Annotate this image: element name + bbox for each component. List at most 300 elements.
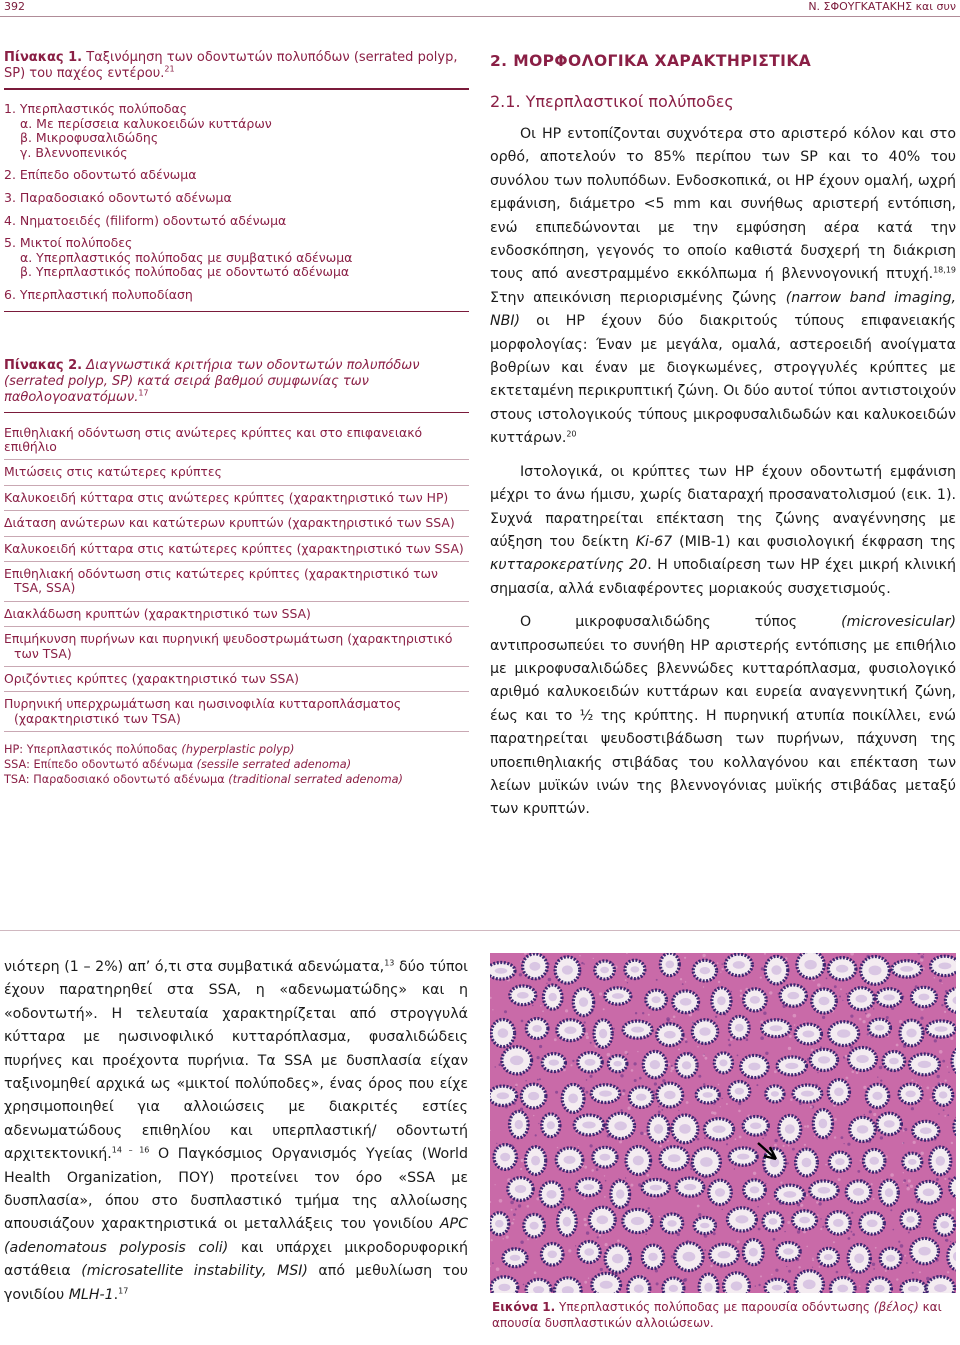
stroma-cell [937,1075,940,1078]
crypt-lumen [938,963,951,970]
stroma-cell [841,1136,844,1139]
table1-row: α. Υπερπλαστικός πολύποδας με συμβατικό αδένωμα [20,249,353,265]
stroma-cell [760,1036,764,1040]
stroma-cell [833,1241,835,1243]
stroma-cell [589,1075,592,1078]
stroma-cell [739,1136,742,1139]
crypt [934,1085,953,1106]
crypt [642,1179,669,1195]
stroma-cell [554,1038,557,1041]
stroma-cell [951,1208,954,1211]
stroma-cell [844,1143,845,1144]
stroma-cell [584,1198,586,1200]
table1-bottom-rule [4,311,469,312]
crypt-lumen [668,1154,681,1162]
stroma-cell [515,1208,517,1210]
stroma-cell [945,1239,947,1241]
crypt [494,1145,516,1170]
crypt-lumen [517,992,529,999]
stroma-cell [817,983,820,986]
crypt-lumen [886,1255,895,1262]
table2-row-text: Οριζόντιες κρύπτες (χαρακτηριστικό των SSA) [4,671,299,686]
stroma-cell [818,1202,821,1205]
stroma-cell [504,1010,507,1013]
stroma-cell [846,1077,849,1080]
crypt [780,985,806,1006]
stroma-cell [934,1039,937,1042]
stroma-cell [555,1091,558,1094]
stroma-cell [760,1020,763,1023]
crypt-lumen [599,1091,612,1097]
stroma-cell [734,1168,735,1169]
table2-row-text: Επιθηλιακή οδόντωση στις ανώτερες κρύπτες και στο επιφανειακό επιθήλιο [4,424,423,454]
crypt [909,1054,939,1075]
stroma-cell [837,1197,839,1199]
stroma-cell [499,1063,502,1066]
stroma-cell [838,1178,841,1181]
crypt [829,1152,850,1171]
stroma-cell [597,1236,599,1238]
stroma-cell [588,1278,589,1279]
crypt-lumen [836,965,848,973]
stroma-cell [798,1266,800,1268]
table2-top-rule [4,412,469,413]
crypt-lumen [750,1186,760,1193]
stroma-cell [873,1268,875,1270]
stroma-cell [697,1046,699,1048]
stroma-cell [726,1103,728,1105]
crypt [578,1053,602,1072]
stroma-cell [735,1138,737,1140]
crypt [764,1149,785,1177]
crypt [526,1147,546,1175]
stroma-cell [686,1101,689,1104]
stroma-cell [644,1133,647,1136]
paragraph-hp-histology [490,461,956,601]
stroma-cell [900,1244,904,1248]
crypt-lumen [934,1284,947,1292]
stroma-cell [857,1170,860,1173]
crypt [709,1180,732,1204]
crypt [626,1147,651,1175]
crypt-lumen [546,1190,556,1199]
section-title: 2. ΜΟΡΦΟΛΟΓΙΚΑ ΧΑΡΑΚΤΗΡΙΣΤΙΚΑ [490,52,812,70]
stroma-cell [816,1201,819,1204]
p2-b: (MIB-1) και φυσιολογική έκφραση της [672,533,957,550]
crypt [892,961,922,977]
crypt [864,1149,885,1172]
stroma-cell [906,1184,908,1186]
stroma-cell [840,988,842,990]
crypt-lumen [664,1091,676,1099]
crypt [779,1115,801,1142]
stroma-cell [570,1064,572,1066]
stroma-cell [804,1125,806,1127]
crypt [657,1083,683,1107]
bl-f: . [113,1286,119,1303]
crypt-lumen [869,1157,879,1165]
crypt-lumen [614,1121,627,1130]
crypt [880,1180,899,1205]
crypt-lumen [495,968,508,974]
p2-c: . Η υποδιαίρεση των HP έχει μικρή κλινική σημασία, αλλά ενδιαφέροντες μοριακούς συσχετισμούς. [490,557,957,597]
stroma-cell [872,1263,875,1266]
table2-row-continuation: (χαρακτηριστικό των TSA) [14,710,181,726]
crypt-lumen [648,1253,658,1261]
crypt [793,1085,822,1102]
stroma-cell [704,1137,706,1139]
p2-it2: κυτταροκερατίνης 20 [490,557,648,574]
stroma-cell [666,1017,670,1021]
stroma-cell [886,1016,889,1019]
stroma-cell [753,1172,756,1175]
stroma-cell [863,1020,866,1023]
stroma-cell [760,977,762,979]
crypt-lumen [905,1091,915,1098]
stroma-cell [799,1257,801,1259]
stroma-cell [877,1077,878,1078]
stroma-cell [713,1232,716,1235]
stroma-cell [538,1123,539,1124]
stroma-cell [899,1020,902,1023]
stroma-cell [680,978,682,980]
table2-row [4,537,469,562]
crypt-lumen [700,1223,710,1229]
stroma-cell [640,1132,643,1135]
stroma-cell [620,1109,622,1111]
crypt-lumen [531,1156,540,1166]
stroma-cell [658,1111,661,1114]
crypt [876,989,902,1007]
stroma-cell [926,1087,929,1090]
stroma-cell [859,1018,862,1021]
stroma-cell [537,1056,540,1059]
paragraph-hp-endoscopy [490,123,956,451]
table2-row [4,421,469,461]
crypt [510,986,536,1005]
crypt [777,1243,801,1261]
stroma-cell [491,1239,493,1241]
stroma-cell [805,1021,806,1022]
crypt-lumen [667,1220,677,1227]
stroma-cell [634,1079,637,1082]
crypt [646,990,667,1009]
crypt [813,1110,832,1138]
crypt [574,1115,604,1135]
stroma-cell [619,1140,622,1143]
p1-ref1: 18,19 [933,265,956,275]
table1-caption-text: Ταξινόμηση των οδοντωτών πολυπόδων (serrated polyp, SP) του παχέος εντέρου. [4,50,458,81]
stroma-cell [642,1012,644,1014]
stroma-cell [527,1205,530,1208]
crypt [643,1051,666,1077]
crypt-lumen [874,1285,885,1293]
stroma-cell [525,1080,526,1081]
stroma-cell [698,1213,701,1216]
table1-row: 2. Επίπεδο οδοντωτό αδένωμα [4,167,197,183]
crypt [775,1185,804,1204]
crypt-lumen [498,1284,510,1291]
stroma-cell [596,1168,599,1171]
table2 [4,358,469,788]
crypt-lumen [652,996,661,1003]
stroma-cell [790,1098,793,1101]
stroma-cell [563,1203,565,1205]
stroma-cell [591,1169,594,1172]
crypt-lumen [768,1218,777,1225]
stroma-cell [628,1107,631,1110]
stroma-cell [758,1284,760,1286]
stroma-cell [773,1238,776,1241]
figure-label: Εικόνα 1. [492,1300,556,1314]
crypt [692,1020,717,1044]
crypt [676,1178,704,1196]
stroma-cell [806,1125,809,1128]
table2-row-text: Καλυκοειδή κύτταρα στις ανώτερες κρύπτες (χαρακτηριστικό των HP) [4,489,449,505]
bl-c: Ο Παγκόσμιος Οργανισμός Υγείας (World Health Organization, ΠΟΥ) προτείνει τον όρο «SSA με δυσπλασία», όπου στο δυσπλαστικό τμήμα της αλλοίωσης απουσιάζουν χαρακτηριστικά οι μεταλλάξεις του γονιδίου [4,1146,468,1233]
stroma-cell [839,996,841,998]
crypt-lumen [749,1248,758,1257]
crypt-lumen [801,1091,814,1097]
stroma-cell [875,1247,877,1249]
stroma-cell [885,1270,887,1272]
stroma-cell [943,1109,945,1111]
stroma-cell [746,1038,749,1041]
crypt [729,1148,757,1165]
crypt-lumen [529,962,540,971]
stroma-cell [948,1178,951,1181]
stroma-cell [622,1092,625,1095]
crypt-lumen [664,1031,676,1039]
stroma-cell [684,957,686,959]
stroma-cell [859,1286,860,1287]
crypt-lumen [666,961,675,969]
crypt-lumen [785,1124,795,1134]
crypt-lumen [883,994,895,1000]
table1-row: 5. Μικτοί πολύποδες [4,235,133,251]
stroma-cell [583,1218,586,1221]
stroma-cell [898,1241,900,1243]
stroma-cell [929,1076,930,1077]
stroma-cell [939,979,942,982]
p1-b-italic: (narrow band imaging, NBI) [490,289,956,330]
stroma-cell [568,1249,571,1252]
crypt-lumen [564,1156,576,1164]
crypt-lumen [650,1060,660,1069]
stroma-cell [760,1275,762,1277]
stroma-cell [520,1168,522,1170]
stroma-cell [765,1183,766,1184]
crypt [931,956,957,975]
crypt [592,1273,621,1293]
stroma-cell [896,1278,898,1280]
stroma-cell [737,1240,740,1243]
right-column [490,52,956,822]
stroma-cell [593,958,594,959]
p1-a: Οι HP εντοπίζονται συχνότερα στο αριστερό κόλον και στο ορθό, αποτελούν το 85% περίπου των SP και το 40% του συνόλου των πολυπόδων. Ενδοσκοπικά, οι HP έχουν ομαλή, ωχρή εμφάνιση, διάμετρο <5 mm και συνήθως αριστερή εντόπιση, ενώ επιπεδώνονται με την εμφύσηση αέρα κατά την ενδοσκόπηση, γεγονός το οποίο καθιστά δυσχερή τη διάκριση τους από ανεστραμμένο εκκόλπωμα ή βλεννογονική πτυχή. [490,126,956,283]
stroma-cell [763,1012,766,1015]
stroma-cell [926,1277,930,1281]
table2-row-continuation: TSA, SSA) [14,580,76,596]
stroma-cell [783,1145,785,1147]
table2-row-text: Μιτώσεις στις κατώτερες κρύπτες [4,464,222,480]
table1-label: Πίνακας 1. [4,50,83,65]
subsection-title: 2.1. Υπερπλαστικοί πολύποδες [490,92,734,111]
crypt [675,1243,703,1271]
stroma-cell [930,1099,933,1102]
page-number: 392 [4,0,25,13]
crypt-lumen [819,997,830,1005]
stroma-cell [787,1162,789,1164]
table2-row-text: Επιθηλιακή οδόντωση στις κατώτερες κρύπτες (χαρακτηριστικό των [4,565,438,581]
stroma-cell [684,1278,687,1281]
stroma-cell [661,1109,663,1111]
table2-row [4,511,469,536]
crypt-lumen [582,1122,595,1129]
stroma-cell [788,1145,790,1147]
stroma-cell [873,1198,875,1200]
crypt-lumen [835,1158,845,1165]
crypt-lumen [785,1063,798,1069]
stroma-cell [599,1234,601,1236]
stroma-cell [852,1071,855,1074]
stroma-cell [860,1160,862,1162]
p3-b: αντιπροσωπεύει το συνήθη HP αριστερής εντόπισης με επιθήλιο με μικροφυσαλιδώδες βλεννώδες κυτταρόπλασμα, φυσιολογικό αριθμό καλυκοειδών κυττάρων και ευρεία αναγεννητική ζώνη, έως και το ½ της κρύπτης. Η πυρηνική ατυπία ποικίλλει, ενώ παρατηρείται ψευδοστιβάδωση των πυρήνων, πάχυνση της υποεπιθηλιακής στιβάδας του κολλαγόνου και επέκταση των λείων μυϊκών ινών της βλεννογόνιας μυϊκής στιβάδας μεταξύ των κρυπτών. [490,637,956,818]
crypt-lumen [600,967,609,973]
crypt-lumen [704,1283,712,1292]
stroma-cell [572,1060,574,1062]
crypt [576,1179,601,1196]
stroma-cell [784,1231,785,1232]
stroma-cell [515,1084,518,1087]
p1-b: Στην απεικόνιση περιορισμένης ζώνης [490,289,786,306]
crypt [935,1214,955,1235]
stroma-cell [536,1197,539,1200]
crypt [927,1021,956,1037]
stroma-cell [718,1084,720,1086]
stroma-cell [654,1082,657,1085]
crypt [503,1249,527,1267]
stroma-cell [584,1021,586,1023]
stroma-cell [511,1209,513,1211]
figure-caption-b: και απουσία δυσπλαστικών αλλοιώσεων. [492,1300,942,1330]
crypt-lumen [583,1184,594,1190]
stroma-cell [659,1216,660,1217]
crypt-lumen [515,1185,526,1193]
stroma-cell [584,1223,587,1226]
stroma-cell [578,1146,579,1147]
crypt [608,1056,627,1072]
stroma-cell [721,968,723,970]
crypt-lumen [684,1184,696,1190]
stroma-cell [812,1258,814,1260]
stroma-cell [771,1274,773,1276]
stroma-cell [720,1106,721,1107]
stroma-cell [851,1231,853,1233]
table1-row: 1. Υπερπλαστικός πολύποδας [4,101,188,116]
stroma-cell [938,1113,939,1114]
stroma-cell [604,1196,606,1198]
stroma-cell [880,1136,883,1139]
crypt-lumen [547,1121,555,1129]
crypt-lumen [680,998,692,1006]
stroma-cell [850,1015,853,1018]
crypt-lumen [923,1189,935,1197]
stroma-cell [539,1078,541,1080]
crypt-lumen [803,1031,815,1038]
table1-row: β. Μικροφυσαλιδώδης [20,130,159,146]
stroma-cell [605,1180,607,1182]
p1-c: οι HP έχουν δύο διακριτούς τύπους επιφανειακής μορφολογίας: Έναν με μεγάλα, ομαλά, αστεροειδή ανοίγματα βοθρίων και έναν με διογκωμένες, στρογγυλές κρύπτες με εκτεταμένη περικρυπτική ζώνη. Οι δύο αυτοί τύποι αντιστοιχούν στους ιστολογικούς τύπους μικροφυσαλιδωδών και καλυκοειδών κυττάρων. [490,313,956,447]
stroma-cell [942,1060,945,1063]
stroma-cell [941,1004,943,1006]
table2-label: Πίνακας 2. [4,357,83,373]
stroma-cell [568,1188,571,1191]
stroma-cell [845,1055,848,1058]
crypt-lumen [568,1094,578,1104]
crypt [899,1084,922,1104]
stroma-cell [788,1270,791,1273]
stroma-cell [881,1179,882,1180]
stroma-cell [534,1271,537,1274]
stroma-cell [769,991,772,994]
crypt [826,1212,850,1235]
stroma-cell [774,1139,777,1142]
stroma-cell [703,1083,705,1085]
stroma-cell [527,1238,529,1240]
crypt [676,1054,697,1077]
crypt [830,1278,855,1294]
stroma-cell [786,1266,787,1267]
crypt [911,1238,939,1263]
stroma-cell [834,985,837,988]
stroma-cell [896,1044,899,1047]
stroma-cell [510,1201,514,1205]
stroma-cell [950,1241,951,1242]
table1-caption-ref: 21 [164,64,175,74]
crypt-lumen [616,1189,624,1198]
stroma-cell [921,1152,924,1155]
crypt-lumen [497,1092,510,1099]
crypt-lumen [803,1280,816,1290]
stroma-cell [730,991,732,993]
crypt-lumen [562,965,573,974]
stroma-cell [548,978,552,982]
stroma-cell [726,1143,728,1145]
crypt [810,1181,838,1200]
stroma-cell [540,1005,542,1007]
stroma-cell [646,1174,649,1177]
stroma-cell [625,1177,626,1178]
crypt-lumen [837,1029,850,1037]
stroma-cell [613,1028,615,1030]
table2-row [4,486,469,511]
crypt [491,1020,514,1047]
stroma-cell [847,1143,850,1146]
stroma-cell [492,1009,493,1010]
stroma-cell [780,1182,782,1184]
crypt [877,1113,901,1134]
stroma-cell [848,1273,850,1275]
stroma-cell [774,1144,777,1147]
stroma-cell [844,1046,845,1047]
stroma-cell [519,973,522,976]
crypt [490,963,515,980]
bl-it2: (microsatellite instability, MSI) [81,1263,308,1280]
crypt [524,1214,545,1237]
stroma-cell [864,1114,865,1115]
crypt-lumen [699,1027,710,1035]
